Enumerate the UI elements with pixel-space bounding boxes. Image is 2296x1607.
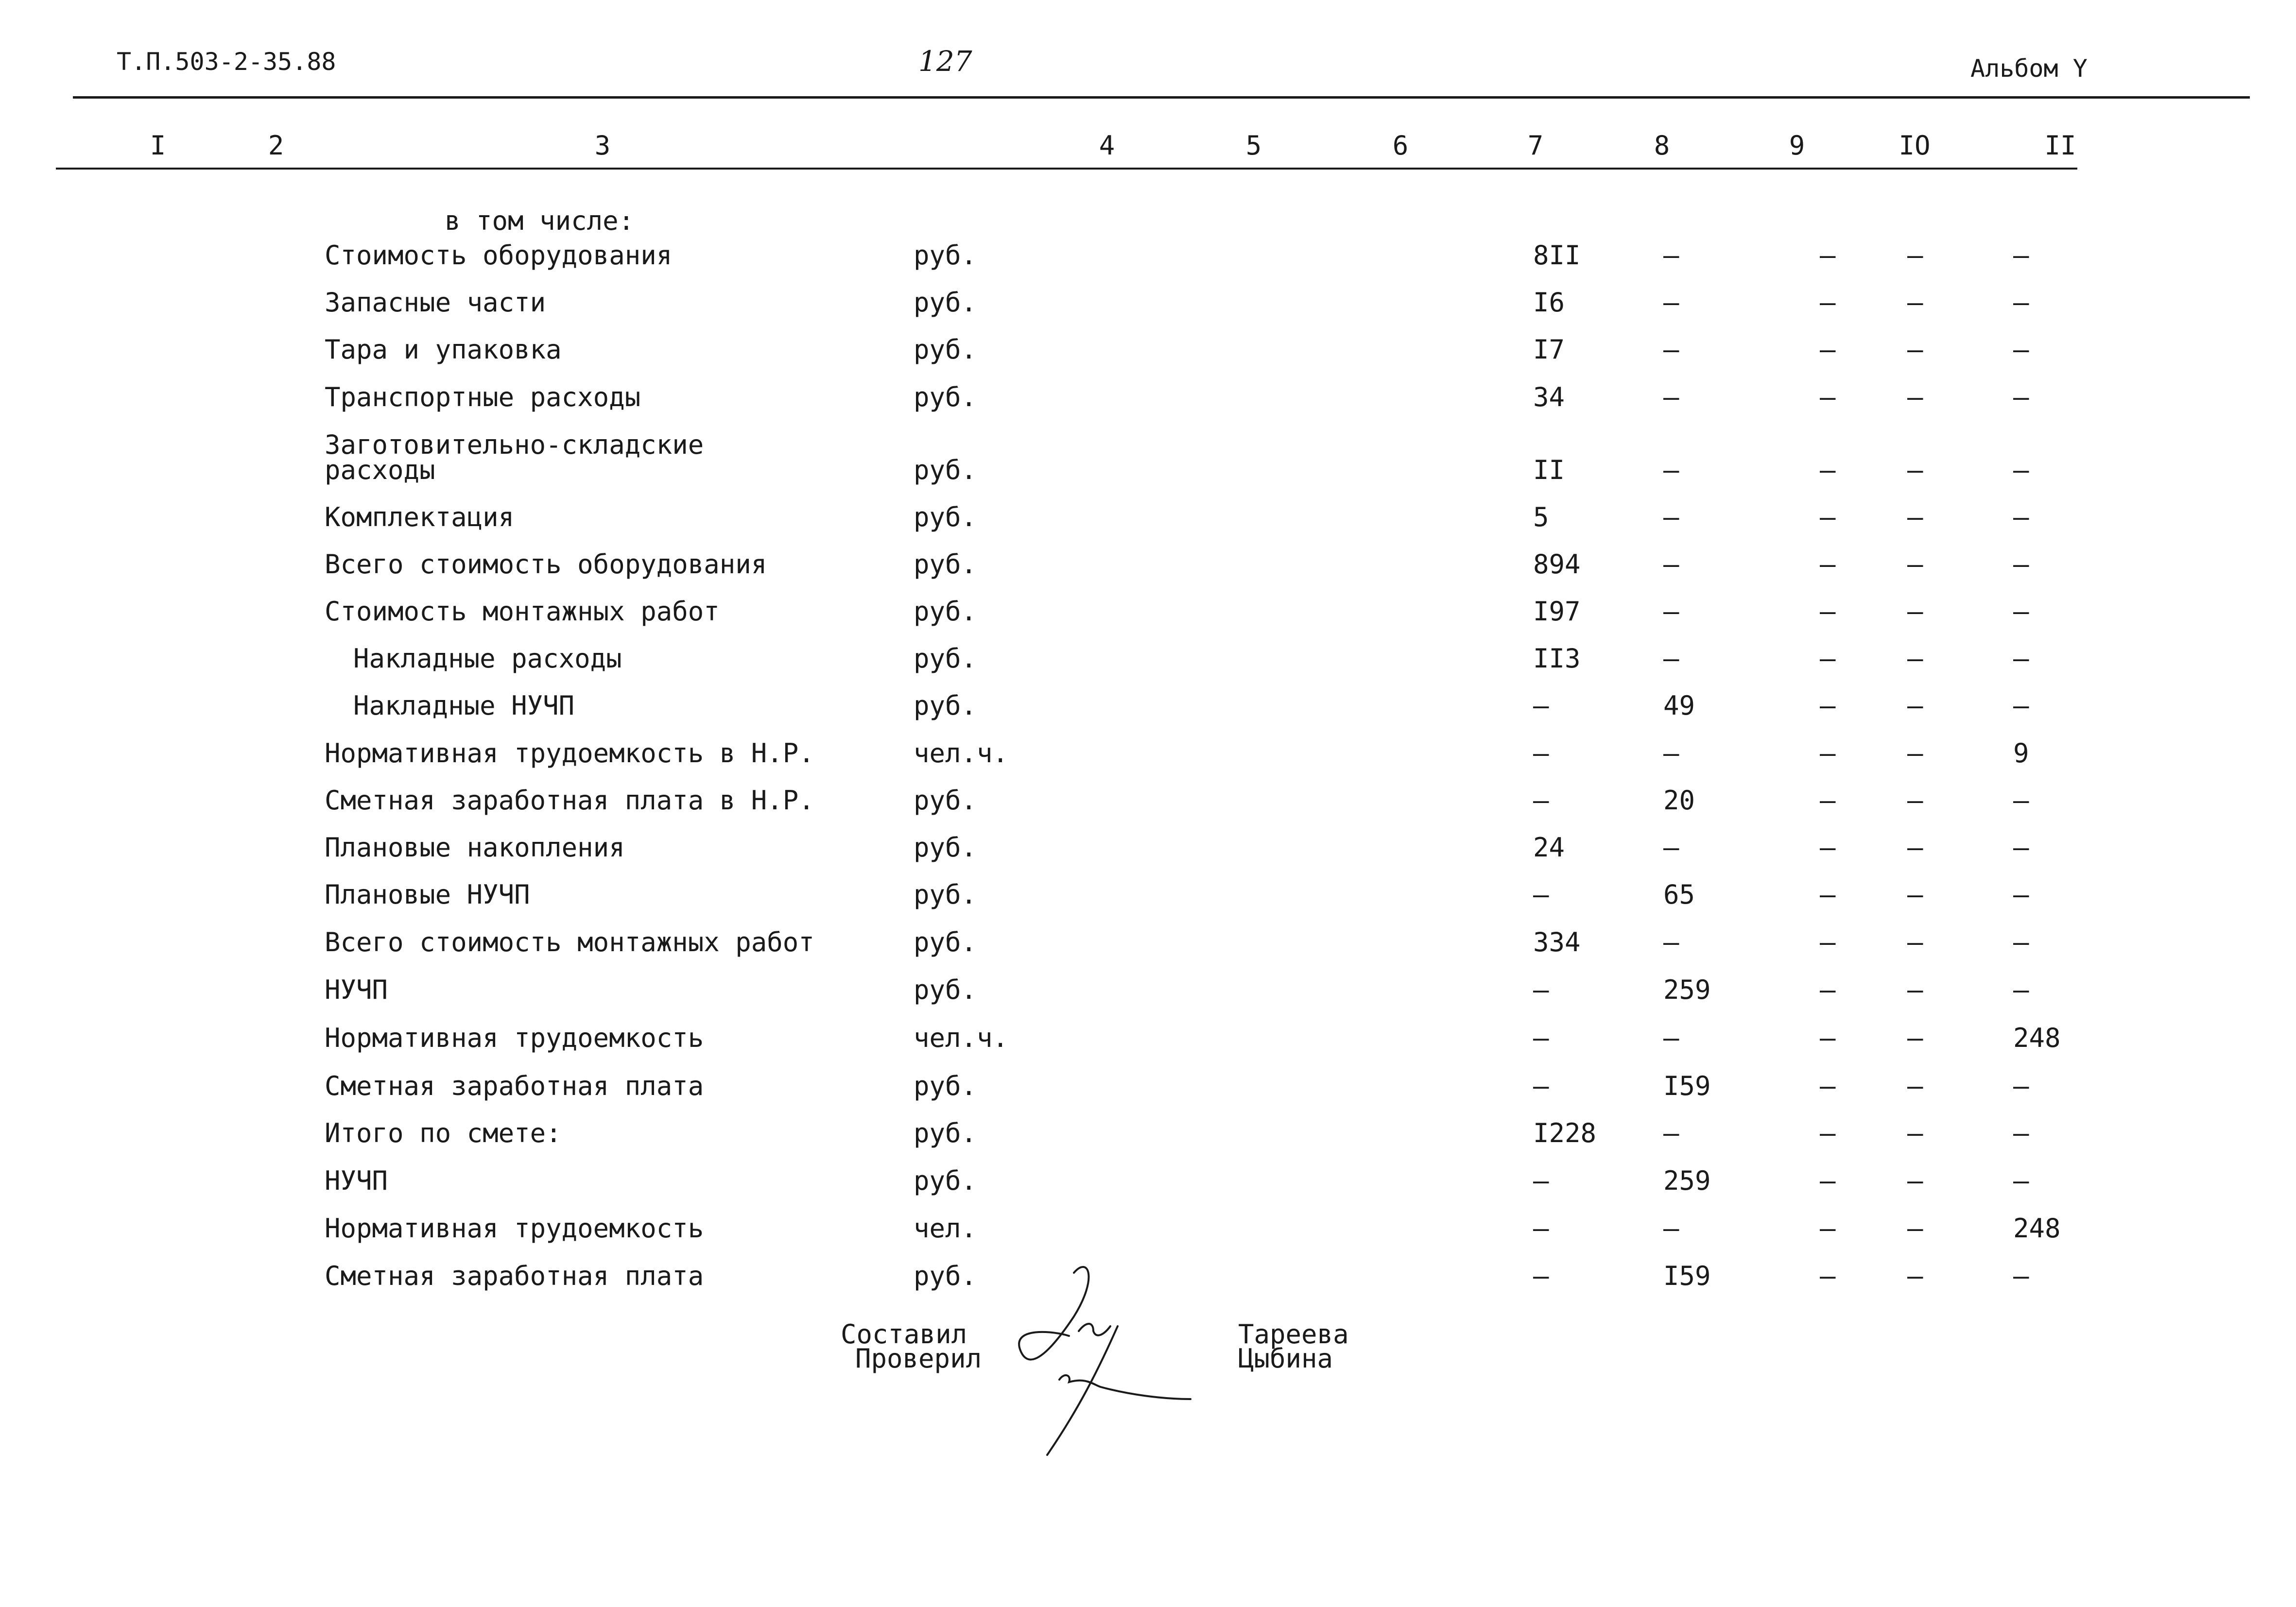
cell-col11: – <box>2013 927 2029 957</box>
table-row <box>0 384 2296 431</box>
cell-col9: – <box>1820 690 1836 721</box>
row-unit: руб. <box>914 927 977 957</box>
cell-col9: – <box>1820 1023 1836 1053</box>
table-row <box>0 431 2296 503</box>
row-unit: руб. <box>914 287 977 318</box>
row-name: Стоимость монтажных работ <box>325 596 720 627</box>
cell-col10: – <box>1907 382 1923 412</box>
cell-col11: – <box>2013 879 2029 910</box>
cell-col7: – <box>1533 1023 1549 1053</box>
cell-col8: – <box>1663 832 1679 863</box>
handwritten-signature <box>1001 1258 1205 1462</box>
cell-col9: – <box>1820 502 1836 532</box>
row-unit: руб. <box>914 974 977 1005</box>
cell-col8: – <box>1663 502 1679 532</box>
cell-col11: – <box>2013 1071 2029 1101</box>
cell-col8: – <box>1663 738 1679 769</box>
cell-col11: – <box>2013 690 2029 721</box>
row-name: расходы <box>325 455 435 485</box>
row-unit: руб. <box>914 455 977 485</box>
cell-col7: II <box>1533 455 1565 485</box>
cell-col10: – <box>1907 1118 1923 1148</box>
cell-col8: – <box>1663 382 1679 412</box>
cell-col10: – <box>1907 1023 1923 1053</box>
table-row <box>0 834 2296 881</box>
row-unit: руб. <box>914 785 977 816</box>
cell-col8: – <box>1663 596 1679 627</box>
column-header-rule <box>56 168 2077 170</box>
cell-col11: – <box>2013 1118 2029 1148</box>
row-unit: руб. <box>914 1071 977 1101</box>
page-number: 127 <box>918 45 972 78</box>
table-row <box>0 289 2296 336</box>
cell-col10: – <box>1907 785 1923 816</box>
row-unit: руб. <box>914 690 977 721</box>
cell-col7: I228 <box>1533 1118 1597 1148</box>
cell-col8: – <box>1663 927 1679 957</box>
table-row <box>0 976 2296 1024</box>
compiled-label: Составил <box>841 1319 967 1350</box>
checked-label: Проверил <box>855 1343 982 1374</box>
cell-col10: – <box>1907 455 1923 485</box>
cell-col11: – <box>2013 596 2029 627</box>
cell-col7: 24 <box>1533 832 1565 863</box>
cell-col10: – <box>1907 832 1923 863</box>
cell-col9: – <box>1820 596 1836 627</box>
table-row <box>0 242 2296 289</box>
header-rule <box>73 96 2250 99</box>
row-name: Запасные части <box>325 287 546 318</box>
table-row <box>0 1120 2296 1167</box>
cell-col10: – <box>1907 287 1923 318</box>
cell-col9: – <box>1820 549 1836 580</box>
cell-col7: I6 <box>1533 287 1565 318</box>
cell-col9: – <box>1820 382 1836 412</box>
cell-col10: – <box>1907 974 1923 1005</box>
row-name: Плановые накопления <box>325 832 625 863</box>
row-unit: руб. <box>914 832 977 863</box>
cell-col7: 894 <box>1533 549 1581 580</box>
cell-col10: – <box>1907 240 1923 271</box>
cell-col8: 20 <box>1663 785 1695 816</box>
cell-col10: – <box>1907 690 1923 721</box>
column-number: I <box>150 130 166 161</box>
row-name: Сметная заработная плата в Н.Р. <box>325 785 814 816</box>
table-row <box>0 1025 2296 1072</box>
table-row <box>0 598 2296 645</box>
cell-col10: – <box>1907 738 1923 769</box>
cell-col11: – <box>2013 382 2029 412</box>
checked-name: Цыбина <box>1238 1343 1333 1374</box>
cell-col11: 248 <box>2013 1213 2061 1244</box>
cell-col8: – <box>1663 1118 1679 1148</box>
column-number: II <box>2044 130 2076 161</box>
cell-col10: – <box>1907 549 1923 580</box>
cell-col10: – <box>1907 927 1923 957</box>
table-row <box>0 1167 2296 1214</box>
cell-col11: – <box>2013 455 2029 485</box>
row-unit: чел.ч. <box>914 1023 1009 1053</box>
column-number: 5 <box>1245 130 1262 161</box>
row-name: Стоимость оборудования <box>325 240 673 271</box>
table-row <box>0 551 2296 598</box>
column-number: 8 <box>1654 130 1670 161</box>
cell-col9: – <box>1820 738 1836 769</box>
row-unit: чел. <box>914 1213 977 1244</box>
cell-col11: – <box>2013 549 2029 580</box>
cell-col8: – <box>1663 455 1679 485</box>
column-number: 9 <box>1789 130 1805 161</box>
section-heading: в том числе: <box>445 205 635 236</box>
cell-col7: – <box>1533 690 1549 721</box>
cell-col7: – <box>1533 1071 1549 1101</box>
column-number: 6 <box>1392 130 1409 161</box>
cell-col7: 8II <box>1533 240 1581 271</box>
column-number: 2 <box>268 130 284 161</box>
row-unit: руб. <box>914 549 977 580</box>
table-row <box>0 881 2296 928</box>
cell-col8: – <box>1663 1213 1679 1244</box>
cell-col7: 34 <box>1533 382 1565 412</box>
document-code: Т.П.503-2-35.88 <box>117 48 336 76</box>
table-row <box>0 740 2296 787</box>
cell-col7: 334 <box>1533 927 1581 957</box>
row-unit: руб. <box>914 382 977 412</box>
row-unit: руб. <box>914 879 977 910</box>
row-unit: руб. <box>914 1261 977 1291</box>
cell-col7: 5 <box>1533 502 1549 532</box>
cell-col11: – <box>2013 643 2029 674</box>
row-name: Сметная заработная плата <box>325 1071 704 1101</box>
cell-col10: – <box>1907 1165 1923 1196</box>
row-name: Накладные НУЧП <box>353 690 575 721</box>
row-name: Плановые НУЧП <box>325 879 530 910</box>
cell-col10: – <box>1907 596 1923 627</box>
row-name: Нормативная трудоемкость <box>325 1023 704 1053</box>
table-row <box>0 787 2296 834</box>
cell-col7: I97 <box>1533 596 1581 627</box>
cell-col9: – <box>1820 455 1836 485</box>
row-name: Всего стоимость оборудования <box>325 549 767 580</box>
compiled-name: Тареева <box>1238 1319 1349 1350</box>
cell-col9: – <box>1820 879 1836 910</box>
cell-col8: 259 <box>1663 974 1711 1005</box>
row-name: Тара и упаковка <box>325 334 562 365</box>
cell-col9: – <box>1820 1118 1836 1148</box>
cell-col8: – <box>1663 240 1679 271</box>
table-row <box>0 336 2296 383</box>
row-name-line1: Заготовительно-складские <box>325 429 704 460</box>
cell-col11: – <box>2013 832 2029 863</box>
row-name: НУЧП <box>325 974 388 1005</box>
cell-col9: – <box>1820 1165 1836 1196</box>
cell-col9: – <box>1820 1213 1836 1244</box>
cell-col9: – <box>1820 1261 1836 1291</box>
row-unit: руб. <box>914 643 977 674</box>
cell-col9: – <box>1820 643 1836 674</box>
row-name: Всего стоимость монтажных работ <box>325 927 814 957</box>
cell-col7: II3 <box>1533 643 1581 674</box>
cell-col9: – <box>1820 240 1836 271</box>
row-name: Накладные расходы <box>353 643 622 674</box>
cell-col8: 49 <box>1663 690 1695 721</box>
cell-col10: – <box>1907 334 1923 365</box>
cell-col7: – <box>1533 1213 1549 1244</box>
cell-col7: I7 <box>1533 334 1565 365</box>
cell-col11: 248 <box>2013 1023 2061 1053</box>
cell-col8: – <box>1663 643 1679 674</box>
column-number: 7 <box>1527 130 1544 161</box>
table-row <box>0 929 2296 976</box>
cell-col10: – <box>1907 502 1923 532</box>
cell-col9: – <box>1820 334 1836 365</box>
row-unit: чел.ч. <box>914 738 1009 769</box>
cell-col9: – <box>1820 927 1836 957</box>
cell-col9: – <box>1820 974 1836 1005</box>
column-number: 4 <box>1099 130 1115 161</box>
cell-col10: – <box>1907 1213 1923 1244</box>
cell-col10: – <box>1907 879 1923 910</box>
cell-col7: – <box>1533 974 1549 1005</box>
cell-col9: – <box>1820 832 1836 863</box>
cell-col11: – <box>2013 502 2029 532</box>
row-name: Нормативная трудоемкость в Н.Р. <box>325 738 814 769</box>
cell-col8: – <box>1663 1023 1679 1053</box>
cell-col8: I59 <box>1663 1071 1711 1101</box>
row-unit: руб. <box>914 1118 977 1148</box>
table-row <box>0 1215 2296 1262</box>
cell-col10: – <box>1907 1261 1923 1291</box>
cell-col11: – <box>2013 1165 2029 1196</box>
cell-col8: – <box>1663 334 1679 365</box>
row-unit: руб. <box>914 596 977 627</box>
cell-col7: – <box>1533 1165 1549 1196</box>
cell-col7: – <box>1533 738 1549 769</box>
row-unit: руб. <box>914 502 977 532</box>
row-name: Комплектация <box>325 502 515 532</box>
row-name: НУЧП <box>325 1165 388 1196</box>
table-row <box>0 692 2296 739</box>
row-name: Сметная заработная плата <box>325 1261 704 1291</box>
table-row <box>0 504 2296 551</box>
cell-col11: – <box>2013 1261 2029 1291</box>
cell-col11: – <box>2013 785 2029 816</box>
cell-col11: – <box>2013 287 2029 318</box>
cell-col11: – <box>2013 240 2029 271</box>
column-number: IO <box>1899 130 1931 161</box>
row-name: Транспортные расходы <box>325 382 641 412</box>
cell-col11: – <box>2013 334 2029 365</box>
cell-col10: – <box>1907 643 1923 674</box>
table-row <box>0 645 2296 692</box>
cell-col9: – <box>1820 785 1836 816</box>
cell-col7: – <box>1533 1261 1549 1291</box>
table-row <box>0 1073 2296 1120</box>
row-name: Итого по смете: <box>325 1118 562 1148</box>
cell-col7: – <box>1533 879 1549 910</box>
cell-col11: 9 <box>2013 738 2029 769</box>
row-unit: руб. <box>914 334 977 365</box>
cell-col10: – <box>1907 1071 1923 1101</box>
cell-col9: – <box>1820 1071 1836 1101</box>
cell-col9: – <box>1820 287 1836 318</box>
column-number: 3 <box>594 130 611 161</box>
cell-col8: I59 <box>1663 1261 1711 1291</box>
cell-col8: 65 <box>1663 879 1695 910</box>
cell-col8: – <box>1663 549 1679 580</box>
cell-col11: – <box>2013 974 2029 1005</box>
row-name: Нормативная трудоемкость <box>325 1213 704 1244</box>
cell-col8: 259 <box>1663 1165 1711 1196</box>
row-unit: руб. <box>914 1165 977 1196</box>
row-unit: руб. <box>914 240 977 271</box>
cell-col8: – <box>1663 287 1679 318</box>
album-label: Альбом Y <box>1970 54 2088 83</box>
cell-col7: – <box>1533 785 1549 816</box>
